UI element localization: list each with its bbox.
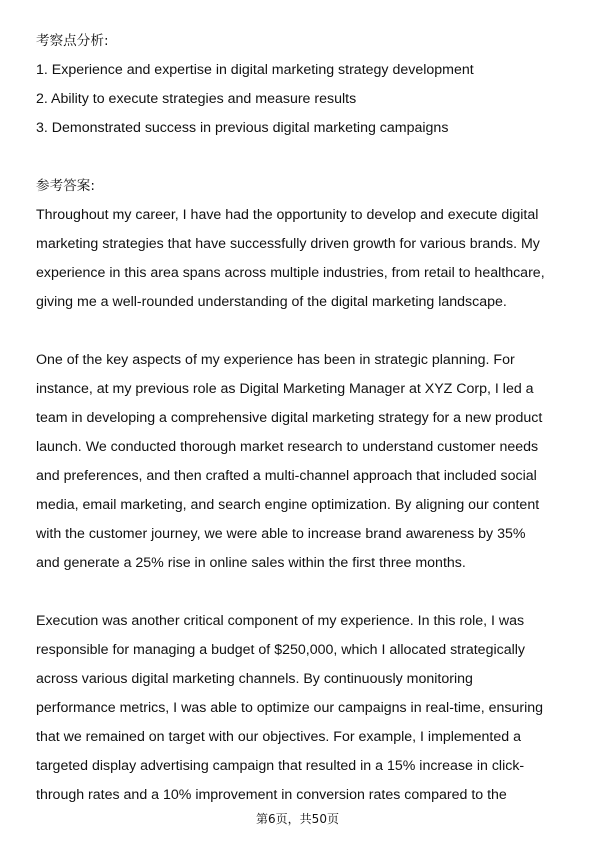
document-page bbox=[36, 27, 566, 810]
paragraph-spacer bbox=[36, 578, 566, 607]
paragraph-line: responsible for managing a budget of $250,000, which I allocated strategically bbox=[36, 642, 525, 658]
paragraph-line: team in developing a comprehensive digital marketing strategy for a new product bbox=[36, 410, 543, 426]
answer-paragraph bbox=[36, 346, 566, 578]
analysis-point: 1. Experience and expertise in digital marketing strategy development bbox=[36, 62, 474, 78]
paragraph-line: that we remained on target with our objectives. For example, I implemented a bbox=[36, 729, 521, 745]
paragraph-spacer bbox=[36, 317, 566, 346]
paragraph-line: marketing strategies that have successfully driven growth for various brands. My bbox=[36, 236, 540, 252]
analysis-point: 2. Ability to execute strategies and measure results bbox=[36, 91, 357, 107]
paragraph-line: instance, at my previous role as Digital Marketing Manager at XYZ Corp, I led a bbox=[36, 381, 534, 397]
paragraph-line: and preferences, and then crafted a multi-channel approach that included social bbox=[36, 468, 537, 484]
paragraph-line: Execution was another critical component of my experience. In this role, I was bbox=[36, 613, 525, 629]
paragraph-line: targeted display advertising campaign that resulted in a 15% increase in click- bbox=[36, 758, 525, 774]
answer-heading: 参考答案: bbox=[36, 178, 95, 194]
analysis-heading: 考察点分析: bbox=[36, 33, 109, 49]
paragraph-line: experience in this area spans across multiple industries, from retail to healthcare, bbox=[36, 265, 545, 281]
paragraph-line: through rates and a 10% improvement in conversion rates compared to the bbox=[36, 787, 507, 803]
paragraph-line: media, email marketing, and search engine optimization. By aligning our content bbox=[36, 497, 540, 513]
paragraph-line: performance metrics, I was able to optimize our campaigns in real-time, ensuring bbox=[36, 700, 544, 716]
page-number-footer: 第6页，共50页 bbox=[256, 812, 339, 826]
answer-paragraph bbox=[36, 607, 566, 810]
paragraph-line: One of the key aspects of my experience has been in strategic planning. For bbox=[36, 352, 515, 368]
paragraph-line: across various digital marketing channels. By continuously monitoring bbox=[36, 671, 473, 687]
paragraph-line: Throughout my career, I have had the opportunity to develop and execute digital bbox=[36, 207, 539, 223]
paragraph-line: giving me a well-rounded understanding of the digital marketing landscape. bbox=[36, 294, 507, 310]
answer-paragraph bbox=[36, 201, 566, 317]
analysis-point: 3. Demonstrated success in previous digital marketing campaigns bbox=[36, 120, 449, 136]
paragraph-spacer bbox=[36, 143, 566, 172]
paragraph-line: launch. We conducted thorough market research to understand customer needs bbox=[36, 439, 539, 455]
paragraph-line: with the customer journey, we were able to increase brand awareness by 35% bbox=[36, 526, 526, 542]
paragraph-line: and generate a 25% rise in online sales within the first three months. bbox=[36, 555, 466, 571]
